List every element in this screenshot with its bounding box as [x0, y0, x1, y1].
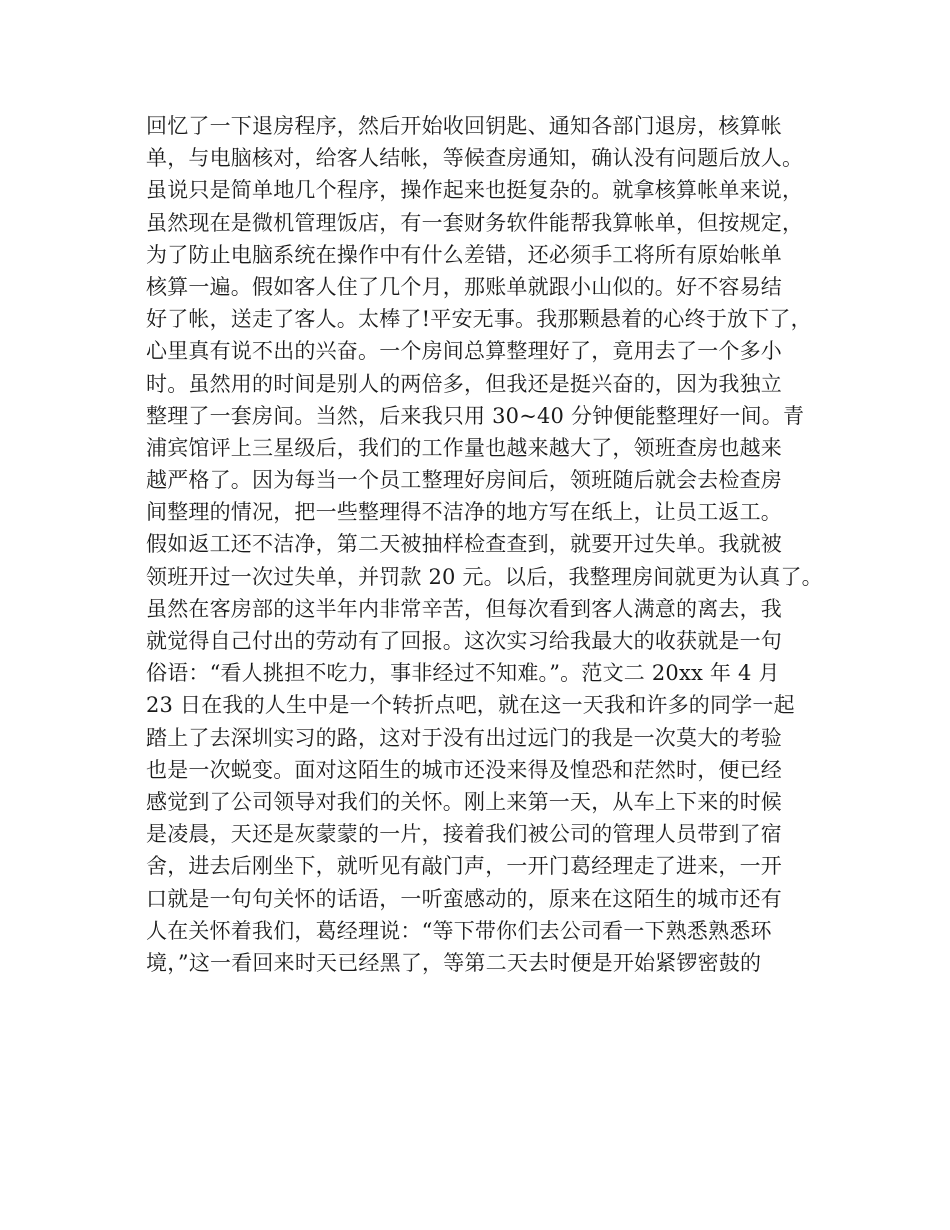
- text-line: 时。虽然用的时间是别人的两倍多，但我还是挺兴奋的，因为我独立: [146, 371, 782, 396]
- text-line: 23 日在我的人生中是一个转折点吧，就在这一天我和许多的同学一起: [146, 693, 795, 718]
- text-line: 心里真有说不出的兴奋。一个房间总算整理好了，竟用去了一个多小: [146, 339, 782, 364]
- text-line: 人在关怀着我们，葛经理说：“等下带你们去公司看一下熟悉熟悉环: [146, 918, 772, 943]
- text-line: 踏上了去深圳实习的路，这对于没有出过远门的我是一次莫大的考验: [146, 725, 782, 750]
- text-line: 领班开过一次过失单，并罚款 20 元。以后，我整理房间就更为认真了。: [146, 564, 823, 589]
- text-line: 就觉得自己付出的劳动有了回报。这次实习给我最大的收获就是一句: [146, 629, 782, 653]
- text-line: 舍，进去后刚坐下，就听见有敲门声，一开门葛经理走了进来，一开: [146, 854, 782, 879]
- text-line: 单，与电脑核对，给客人结帐，等候查房通知，确认没有问题后放人。: [146, 146, 804, 171]
- text-line: 也是一次蜕变。面对这陌生的城市还没来得及惶恐和茫然时，便已经: [146, 757, 782, 782]
- text-line: 境，”这一看回来时天已经黑了，等第二天去时便是开始紧锣密鼓的: [146, 950, 762, 975]
- body-text: [146, 110, 826, 979]
- text-line: 间整理的情况，把一些整理得不洁净的地方写在纸上，让员工返工。: [146, 500, 782, 525]
- text-line: 整理了一套房间。当然，后来我只用 30~40 分钟便能整理好一间。青: [146, 403, 805, 428]
- text-line: 好了帐，送走了客人。太棒了!平安无事。我那颗悬着的心终于放下了，: [146, 307, 812, 332]
- text-line: 回忆了一下退房程序，然后开始收回钥匙、通知各部门退房，核算帐: [146, 114, 782, 138]
- text-line: 虽然在客房部的这半年内非常辛苦，但每次看到客人满意的离去，我: [146, 596, 782, 621]
- text-line: 口就是一句句关怀的话语，一听蛮感动的，原来在这陌生的城市还有: [146, 886, 782, 911]
- text-line: 浦宾馆评上三星级后，我们的工作量也越来越大了，领班查房也越来: [146, 435, 782, 460]
- text-line: 核算一遍。假如客人住了几个月，那账单就跟小山似的。好不容易结: [146, 274, 782, 299]
- text-line: 虽然现在是微机管理饭店，有一套财务软件能帮我算帐单，但按规定，: [146, 210, 804, 235]
- text-line: 假如返工还不洁净，第二天被抽样检查查到，就要开过失单。我就被: [146, 532, 782, 557]
- text-line: 俗语：“看人挑担不吃力，事非经过不知难。”。范文二 20xx 年 4 月: [146, 661, 780, 686]
- text-line: 越严格了。因为每当一个员工整理好房间后，领班随后就会去检查房: [146, 468, 782, 493]
- text-line: 为了防止电脑系统在操作中有什么差错，还必须手工将所有原始帐单: [146, 242, 782, 267]
- text-line: 是凌晨，天还是灰蒙蒙的一片，接着我们被公司的管理人员带到了宿: [146, 822, 782, 847]
- text-line: 感觉到了公司领导对我们的关怀。刚上来第一天，从车上下来的时候: [146, 789, 782, 814]
- text-line: 虽说只是简单地几个程序，操作起来也挺复杂的。就拿核算帐单来说，: [146, 178, 804, 203]
